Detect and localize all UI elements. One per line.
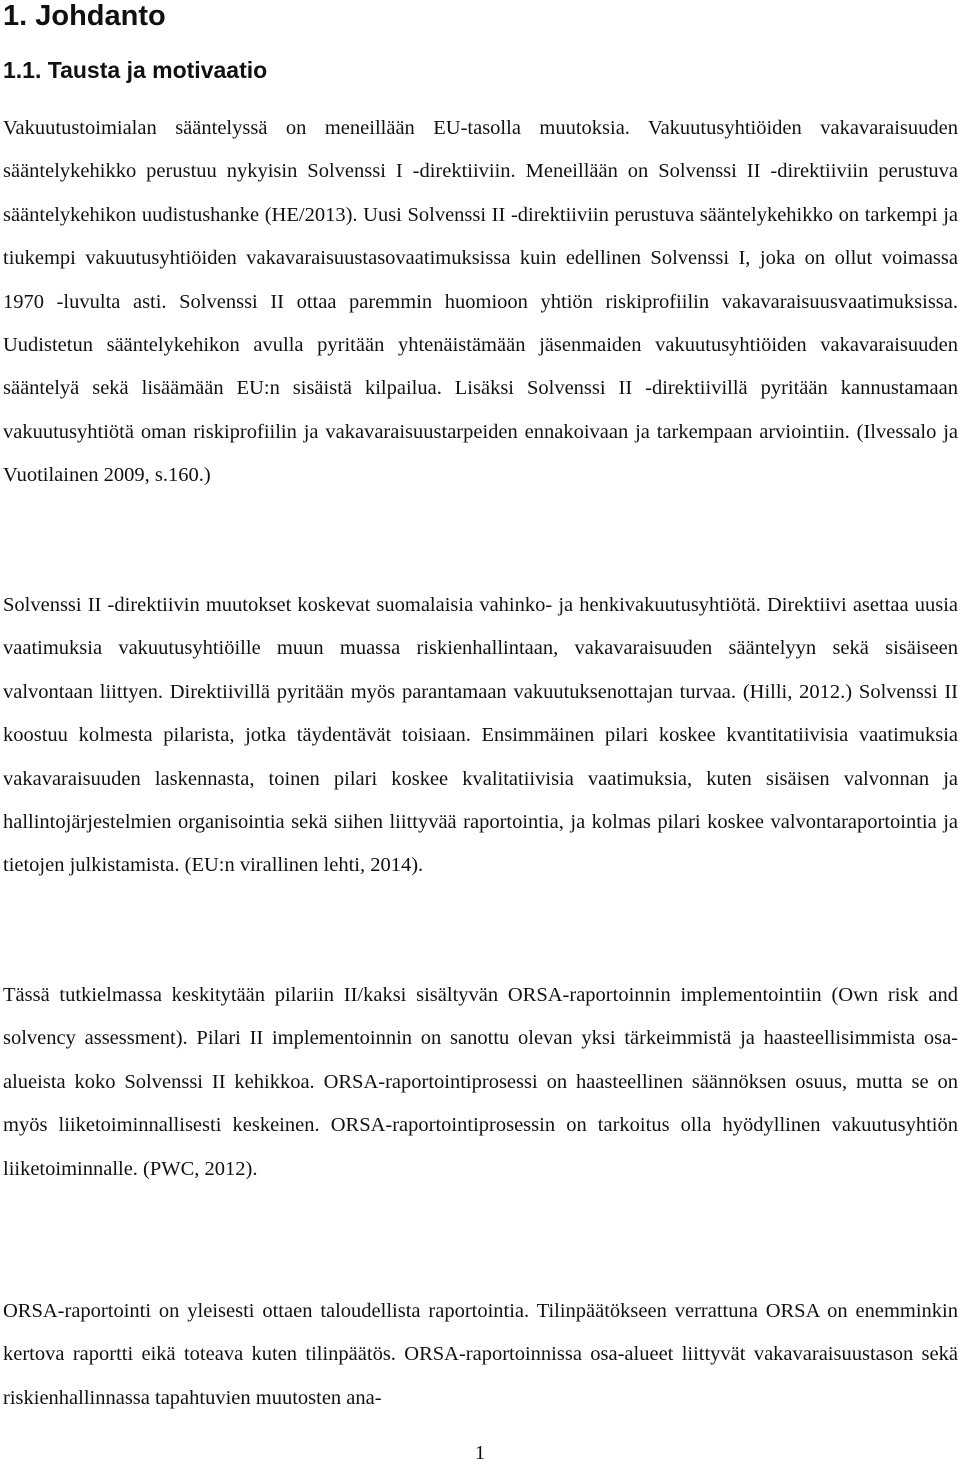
paragraph-background: Vakuutustoimialan sääntelyssä on meneillään EU-tasolla muutoksia. Vakuutusyhtiöiden vakavaraisuuden sääntelykehikko perustuu nykyisin Solvenssi I -direktiiviin. Meneillään on Solvenssi II -direktiiviin perustuva sääntelykehikon uudistushanke (HE/2013). Uusi Solvenssi II -direktiiviin perustuva sääntelykehikko on tarkempi ja tiukempi vakuutusyhtiöiden vakavaraisuustasovaatimuksissa kuin edellinen Solvenssi I, joka on ollut voimassa 1970 -luvulta asti. Solvenssi II ottaa paremmin huomioon yhtiön riskiprofiilin vakavaraisuusvaatimuksissa. Uudistetun sääntelykehikon avulla pyritään yhtenäistämään jäsenmaiden vakuutusyhtiöiden vakavaraisuuden sääntelyä sekä lisäämään EU:n sisäistä kilpailua. Lisäksi Solvenssi II -direktiivillä pyritään kannustamaan vakuutusyhtiötä oman riskiprofiilin ja vakavaraisuustarpeiden ennakoivaan ja tarkempaan arviointiin. (Ilvessalo ja Vuotilainen 2009, s.160.) <box>3 117 958 487</box>
paragraph-thesis-focus: Tässä tutkielmassa keskitytään pilariin II/kaksi sisältyvän ORSA-raportoinnin implementointiin (Own risk and solvency assessment). Pilari II implementoinnin on sanottu olevan yksi tärkeimmistä ja haasteellisimmista osa-alueista koko Solvenssi II kehikkoa. ORSA-raportointiprosessi on haasteellinen säännöksen osuus, mutta se on myös liiketoiminnallisesti keskeinen. ORSA-raportointiprosessin on tarkoitus olla hyödyllinen vakuutusyhtiön liiketoiminnalle. (PWC, 2012). <box>3 984 958 1180</box>
section-heading: 1.1. Tausta ja motivaatio <box>3 57 268 83</box>
chapter-heading: 1. Johdanto <box>3 0 166 32</box>
paragraph-orsa-reporting: ORSA-raportointi on yleisesti ottaen taloudellista raportointia. Tilinpäätökseen verrattuna ORSA on enemminkin kertova raportti eikä toteava kuten tilinpäätös. ORSA-raportoinnissa osa-alueet liittyvät vakavaraisuustason sekä riskienhallinnassa tapahtuvien muutosten ana- <box>3 1300 958 1409</box>
page-number: 1 <box>474 1442 486 1464</box>
paragraph-solvency-changes: Solvenssi II -direktiivin muutokset koskevat suomalaisia vahinko- ja henkivakuutusyhtiötä. Direktiivi asettaa uusia vaatimuksia vakuutusyhtiöille muun muassa riskienhallintaan, vakavaraisuuden sääntelyyn sekä sisäiseen valvontaan liittyen. Direktiivillä pyritään myös parantamaan vakuutuksenottajan turvaa. (Hilli, 2012.) Solvenssi II koostuu kolmesta pilarista, jotka täydentävät toisiaan. Ensimmäinen pilari koskee kvantitatiivisia vaatimuksia vakavaraisuuden laskennasta, toinen pilari koskee kvalitatiivisia vaatimuksia, kuten sisäisen valvonnan ja hallintojärjestelmien organisointia sekä siihen liittyvää raportointia, ja kolmas pilari koskee valvontaraportointia ja tietojen julkistamista. (EU:n virallinen lehti, 2014). <box>3 594 958 877</box>
